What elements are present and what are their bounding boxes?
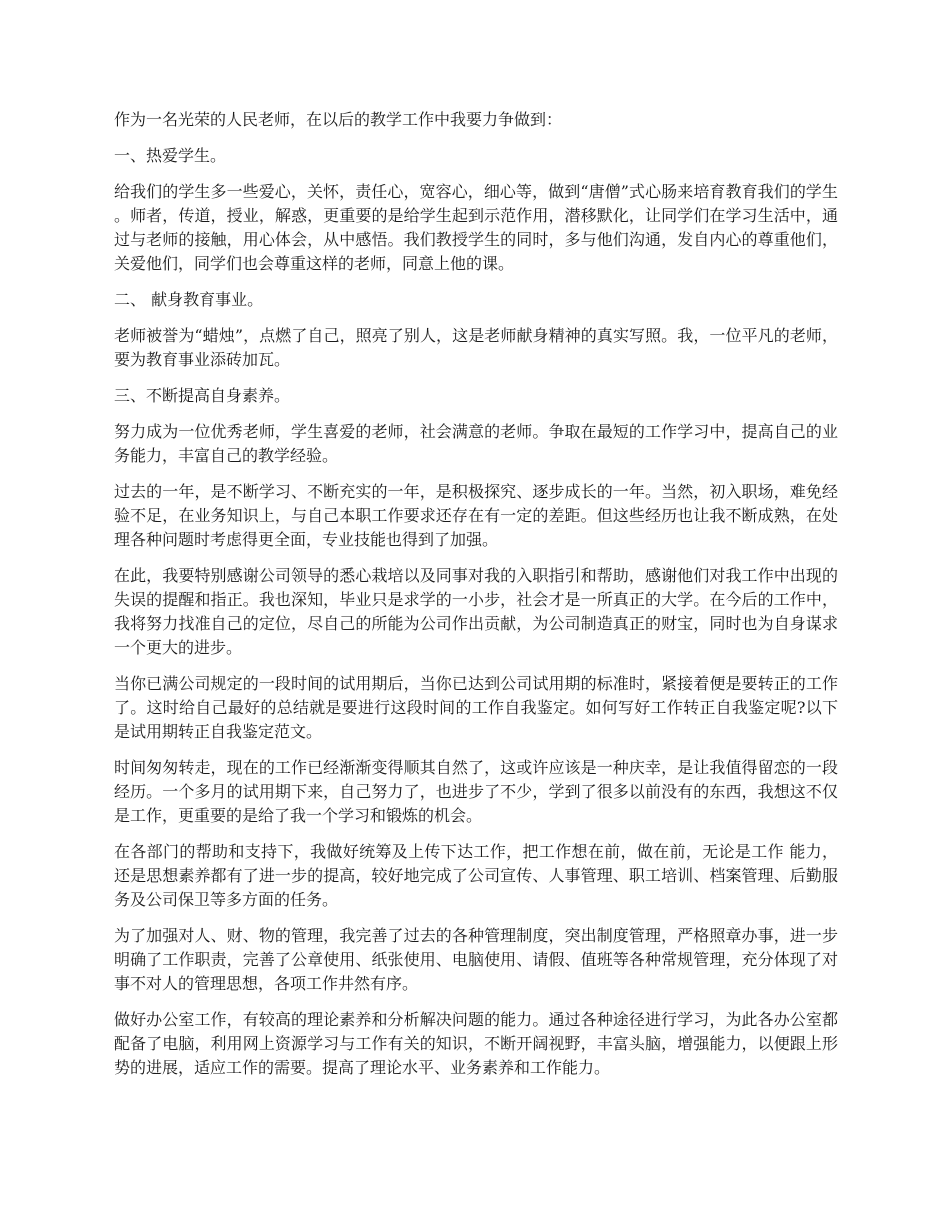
body-paragraph: 老师被誉为“蜡烛”，点燃了自己，照亮了别人，这是老师献身精神的真实写照。我，一位平凡的老师，要为教育事业添砖加瓦。: [114, 326, 838, 369]
section-heading-love-students: 一、热爱学生。: [114, 146, 227, 165]
body-paragraph: 给我们的学生多一些爱心，关怀，责任心，宽容心，细心等，做到“唐僧”式心肠来培育教育我们的学生。师者，传道，授业，解惑，更重要的是给学生起到示范作用，潜移默化，让同学们在学习生活中，通过与老师的接触，用心体会，从中感悟。我们教授学生的同时，多与他们沟通，发自内心的尊重他们，关爱他们，同学们也会尊重这样的老师，同意上他的课。: [114, 182, 838, 273]
body-paragraph: 做好办公室工作，有较高的理论素养和分析解决问题的能力。通过各种途径进行学习，为此各办公室都配备了电脑，利用网上资源学习与工作有关的知识，不断开阔视野，丰富头脑，增强能力，以便跟上形势的进展，适应工作的需要。提高了理论水平、业务素养和工作能力。: [114, 1010, 838, 1077]
body-paragraph: 在各部门的帮助和支持下，我做好统筹及上传下达工作，把工作想在前，做在前，无论是工作 能力，还是思想素养都有了进一步的提高，较好地完成了公司宣传、人事管理、职工培训、档案管理、后勤服务及公司保卫等多方面的任务。: [114, 842, 838, 909]
body-paragraph: 努力成为一位优秀老师，学生喜爱的老师，社会满意的老师。争取在最短的工作学习中，提高自己的业务能力，丰富自己的教学经验。: [114, 422, 838, 465]
body-paragraph: 时间匆匆转走，现在的工作已经渐渐变得顺其自然了，这或许应该是一种庆幸，是让我值得留恋的一段经历。一个多月的试用期下来，自己努力了，也进步了不少，学到了很多以前没有的东西，我想这不仅是工作，更重要的是给了我一个学习和锻炼的机会。: [114, 758, 838, 825]
body-paragraph: 为了加强对人、财、物的管理，我完善了过去的各种管理制度，突出制度管理，严格照章办事，进一步明确了工作职责，完善了公章使用、纸张使用、电脑使用、请假、值班等各种常规管理，充分体现了对事不对人的管理思想，各项工作井然有序。: [114, 926, 838, 993]
section-heading-self-improvement: 三、不断提高自身素养。: [114, 386, 291, 405]
body-paragraph: 过去的一年，是不断学习、不断充实的一年，是积极探究、逐步成长的一年。当然，初入职场，难免经验不足，在业务知识上，与自己本职工作要求还存在有一定的差距。但这些经历也让我不断成熟，在处理各种问题时考虑得更全面，专业技能也得到了加强。: [114, 482, 838, 549]
body-paragraph: 当你已满公司规定的一段时间的试用期后，当你已达到公司试用期的标准时，紧接着便是要转正的工作了。这时给自己最好的总结就是要进行这段时间的工作自我鉴定。如何写好工作转正自我鉴定呢?以下是试用期转正自我鉴定范文。: [114, 674, 838, 741]
body-paragraph: 在此，我要特别感谢公司领导的悉心栽培以及同事对我的入职指引和帮助，感谢他们对我工作中出现的失误的提醒和指正。我也深知，毕业只是求学的一小步，社会才是一所真正的大学。在今后的工作中，我将努力找准自己的定位，尽自己的所能为公司作出贡献，为公司制造真正的财宝，同时也为自身谋求一个更大的进步。: [114, 566, 838, 657]
intro-paragraph: 作为一名光荣的人民老师，在以后的教学工作中我要力争做到：: [114, 110, 563, 129]
document-body: [114, 108, 838, 1092]
section-heading-dedication: 二、 献身教育事业。: [114, 290, 264, 309]
